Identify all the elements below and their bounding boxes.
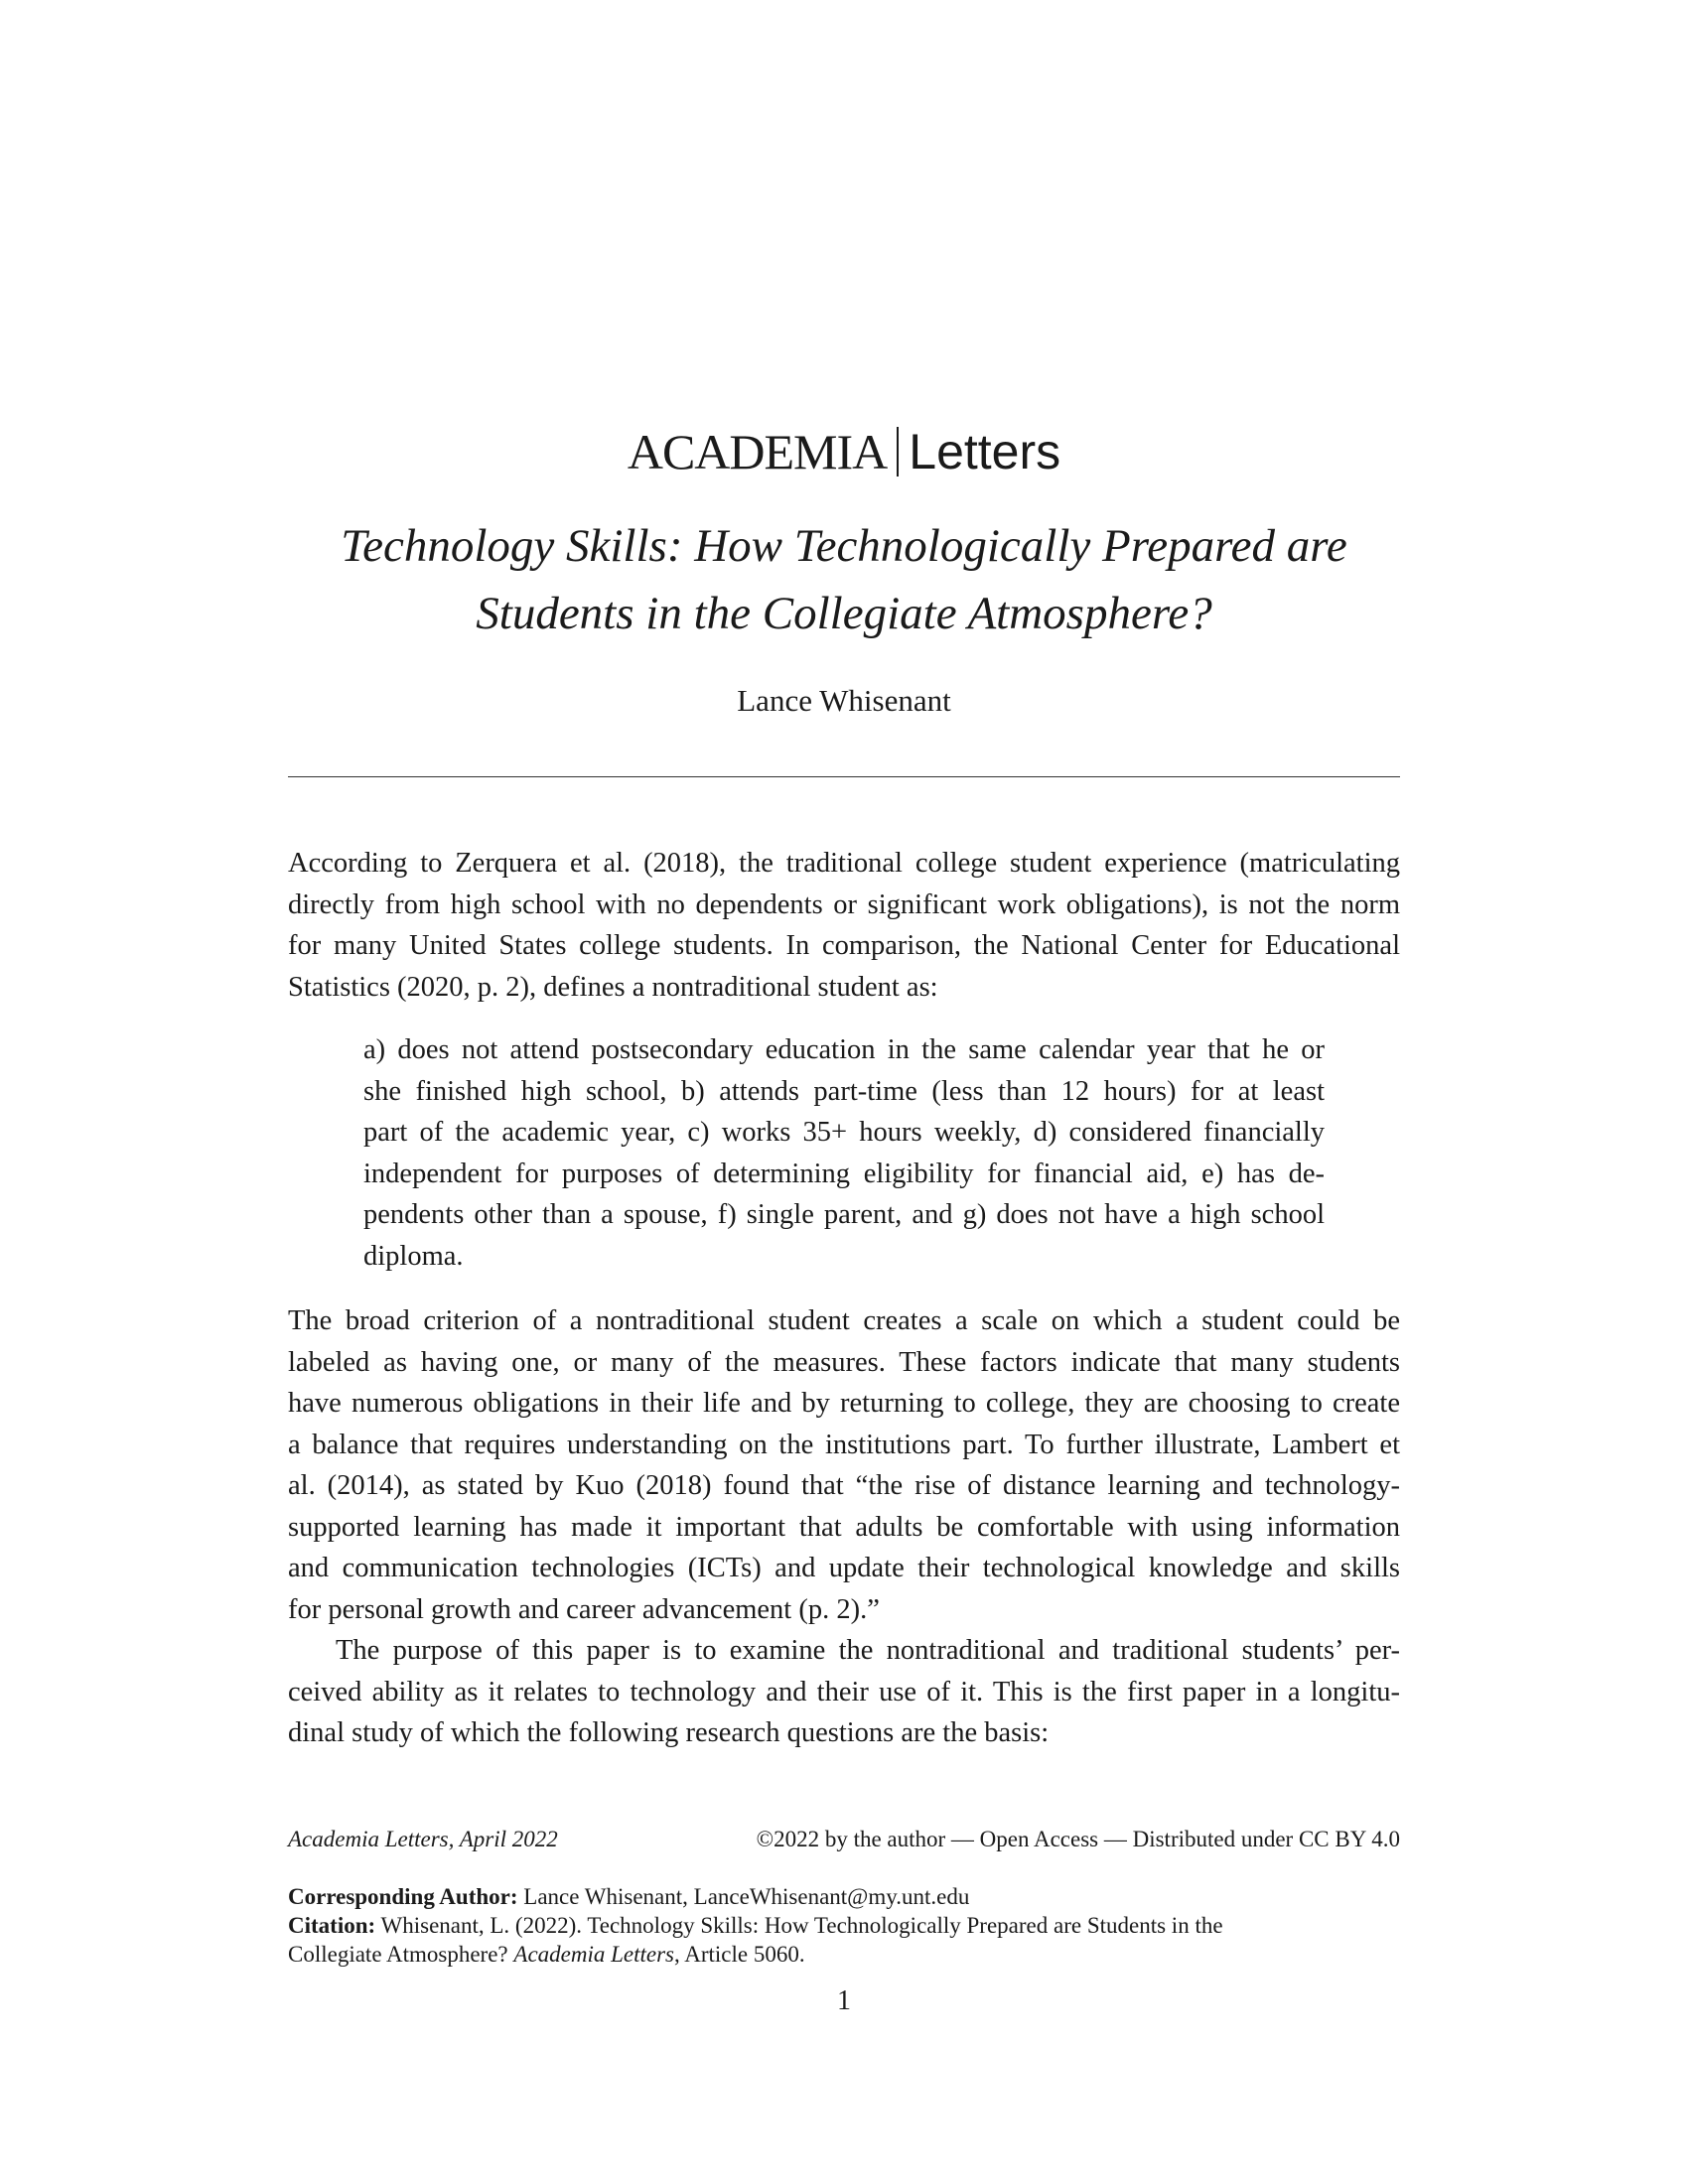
paragraph-line: have numerous obligations in their life and by returning to college, they are choosing to create — [288, 1388, 1400, 1419]
corresponding-author-value: Lance Whisenant, LanceWhisenant@my.unt.edu — [523, 1884, 970, 1909]
paragraph-3 — [288, 1630, 1400, 1754]
paragraph-line: for personal growth and career advancement (p. 2).” — [288, 1593, 880, 1625]
quote-line: pendents other than a spouse, f) single parent, and g) does not have a high school — [363, 1199, 1325, 1230]
paragraph-line: al. (2014), as stated by Kuo (2018) found that “the rise of distance learning and technology- — [288, 1470, 1400, 1501]
footer-license: ©2022 by the author — Open Access — Distributed under CC BY 4.0 — [756, 1827, 1400, 1851]
masthead-brand: ACADEMIA — [627, 424, 888, 479]
citation-text-1: Whisenant, L. (2022). Technology Skills: How Technologically Prepared are Students in the — [380, 1913, 1223, 1938]
paragraph-line: directly from high school with no dependents or significant work obligations), is not the norm — [288, 888, 1400, 920]
author-name: Lance Whisenant — [737, 683, 951, 718]
quote-line: part of the academic year, c) works 35+ hours weekly, d) considered financially — [363, 1117, 1325, 1148]
paragraph-line: The purpose of this paper is to examine the nontraditional and traditional students’ per- — [336, 1635, 1400, 1666]
paragraph-line: Statistics (2020, p. 2), defines a nontraditional student as: — [288, 971, 938, 1003]
masthead-series: Letters — [909, 424, 1061, 479]
paragraph-line: The broad criterion of a nontraditional student creates a scale on which a student could be — [288, 1305, 1400, 1336]
corresponding-author — [288, 1882, 1400, 1911]
page-number: 1 — [837, 1985, 851, 2016]
paragraph-line: According to Zerquera et al. (2018), the traditional college student experience (matriculating — [288, 848, 1400, 879]
paragraph-1 — [288, 843, 1400, 1008]
paragraph-line: supported learning has made it important that adults be comfortable with using information — [288, 1511, 1400, 1543]
block-quote — [363, 1029, 1325, 1277]
citation-text-2: Collegiate Atmosphere? — [288, 1942, 508, 1967]
paper-title-line-2: Students in the Collegiate Atmosphere? — [476, 588, 1212, 639]
paragraph-line: a balance that requires understanding on the institutions part. To further illustrate, Lambert et — [288, 1429, 1400, 1460]
citation — [288, 1911, 1400, 1940]
citation-journal: Academia Letters — [513, 1942, 674, 1967]
paragraph-line: and communication technologies (ICTs) and update their technological knowledge and skills — [288, 1553, 1400, 1583]
masthead-separator — [897, 427, 899, 477]
quote-line: diploma. — [363, 1240, 464, 1272]
paragraph-line: for many United States college students. In comparison, the National Center for Educational — [288, 930, 1400, 961]
citation-continued — [288, 1940, 1400, 1969]
article-metadata — [288, 1882, 1400, 1969]
paragraph-line: labeled as having one, or many of the measures. These factors indicate that many students — [288, 1346, 1400, 1378]
footer-journal-date: Academia Letters, April 2022 — [288, 1827, 558, 1851]
paragraph-line: ceived ability as it relates to technology and their use of it. This is the first paper in a longitu- — [288, 1676, 1400, 1707]
quote-line: independent for purposes of determining eligibility for financial aid, e) has de- — [363, 1158, 1325, 1189]
quote-line: she finished high school, b) attends part-time (less than 12 hours) for at least — [363, 1075, 1325, 1107]
title-divider — [288, 776, 1400, 777]
paragraph-line: dinal study of which the following research questions are the basis: — [288, 1717, 1050, 1748]
citation-label: Citation: — [288, 1913, 376, 1938]
corresponding-author-label: Corresponding Author: — [288, 1884, 518, 1909]
paper-title — [228, 512, 1460, 647]
citation-article: , Article 5060. — [674, 1942, 805, 1967]
paper-title-line-1: Technology Skills: How Technologically Prepared are — [341, 520, 1347, 572]
journal-masthead — [0, 422, 1688, 481]
paragraph-2 — [288, 1300, 1400, 1630]
quote-line: a) does not attend postsecondary education in the same calendar year that he or — [363, 1034, 1325, 1065]
